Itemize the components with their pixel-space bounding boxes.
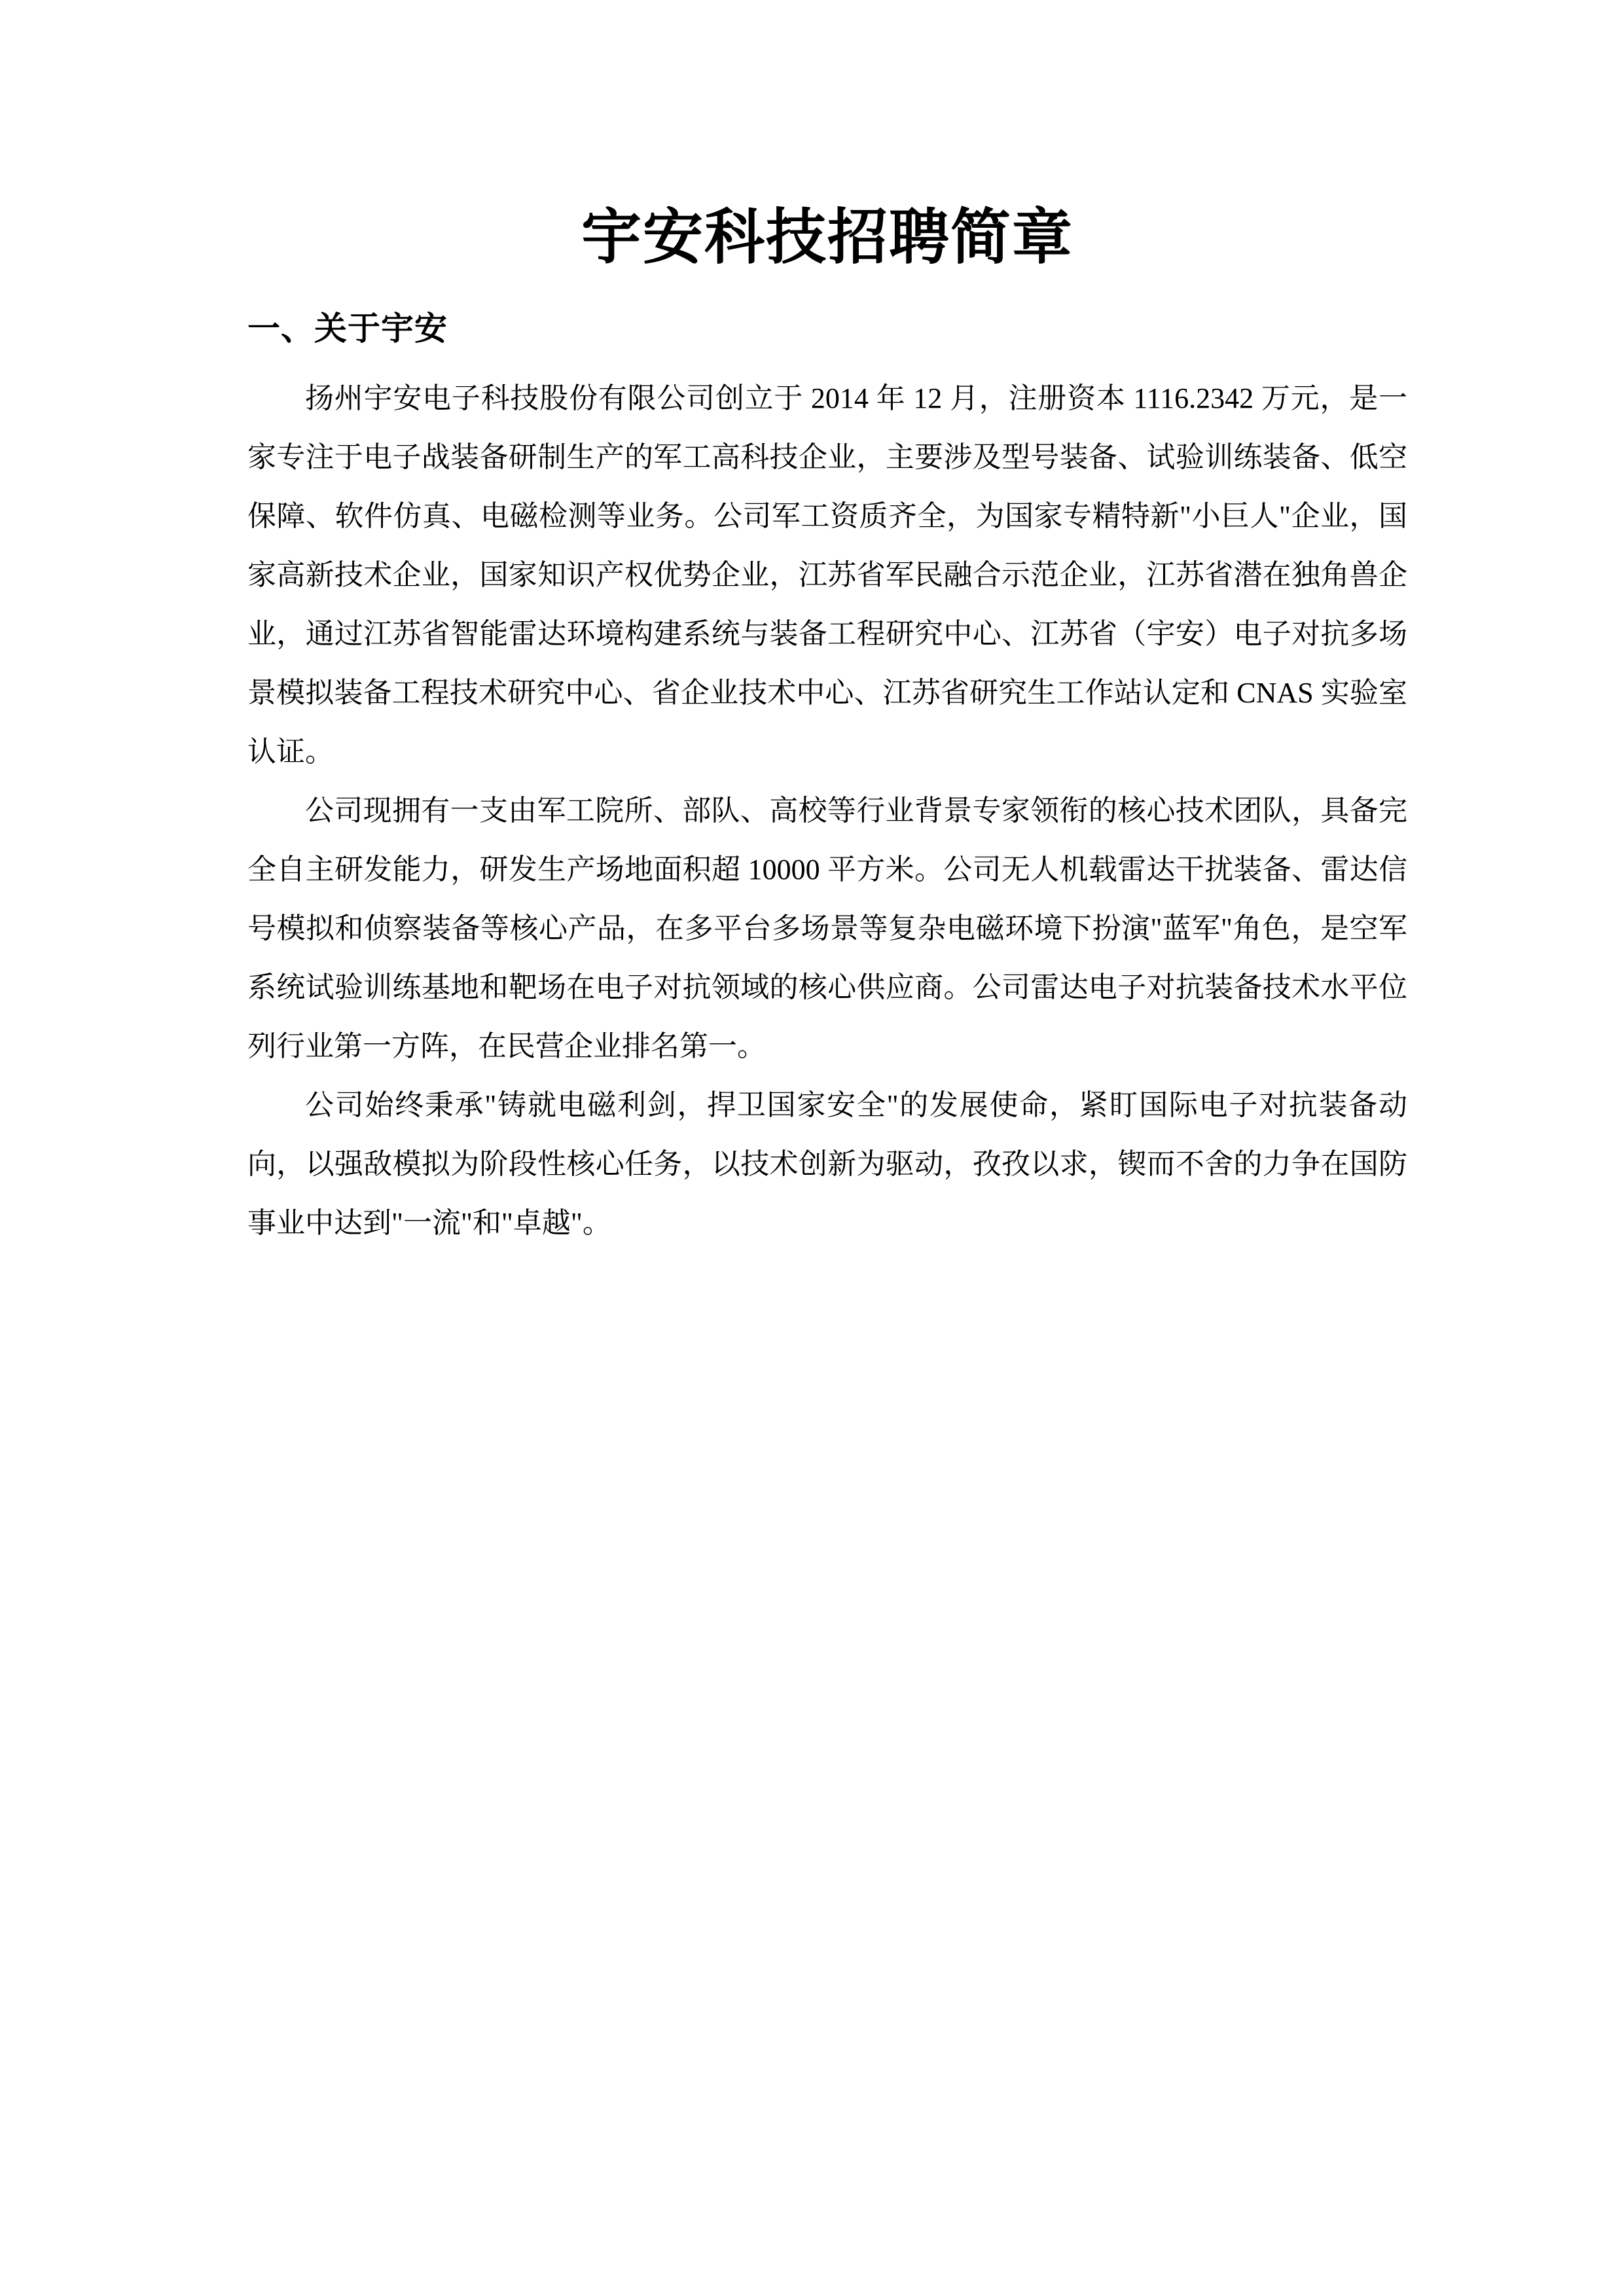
paragraph-team-and-products: 公司现拥有一支由军工院所、部队、高校等行业背景专家领衔的核心技术团队，具备完全自主研发能力，研发生产场地面积超 10000 平方米。公司无人机载雷达干扰装备、雷达信号模拟和侦察装备等核心产品，在多平台多场景等复杂电磁环境下扮演"蓝军"角色，是空军系统试验训练基地和靶场在电子对抗领域的核心供应商。公司雷达电子对抗装备技术水平位列行业第一方阵，在民营企业排名第一。 [247,795,1407,1063]
paragraph-company-overview: 扬州宇安电子科技股份有限公司创立于 2014 年 12 月，注册资本 1116.2342 万元，是一家专注于电子战装备研制生产的军工高科技企业，主要涉及型号装备、试验训练装备、低空保障、软件仿真、电磁检测等业务。公司军工资质齐全，为国家专精特新"小巨人"企业，国家高新技术企业，国家知识产权优势企业，江苏省军民融合示范企业，江苏省潜在独角兽企业，通过江苏省智能雷达环境构建系统与装备工程研究中心、江苏省（宇安）电子对抗多场景模拟装备工程技术研究中心、省企业技术中心、江苏省研究生工作站认定和 CNAS 实验室认证。 [247,382,1407,768]
document-title: 宇安科技招聘简章 [581,204,1074,271]
section-body [247,369,1407,1253]
paragraph-mission: 公司始终秉承"铸就电磁利剑，捍卫国家安全"的发展使命，紧盯国际电子对抗装备动向，以强敌模拟为阶段性核心任务，以技术创新为驱动，孜孜以求，锲而不舍的力争在国防事业中达到"一流"和"卓越"。 [247,1089,1407,1240]
section-heading-about: 一、关于宇安 [247,310,448,348]
